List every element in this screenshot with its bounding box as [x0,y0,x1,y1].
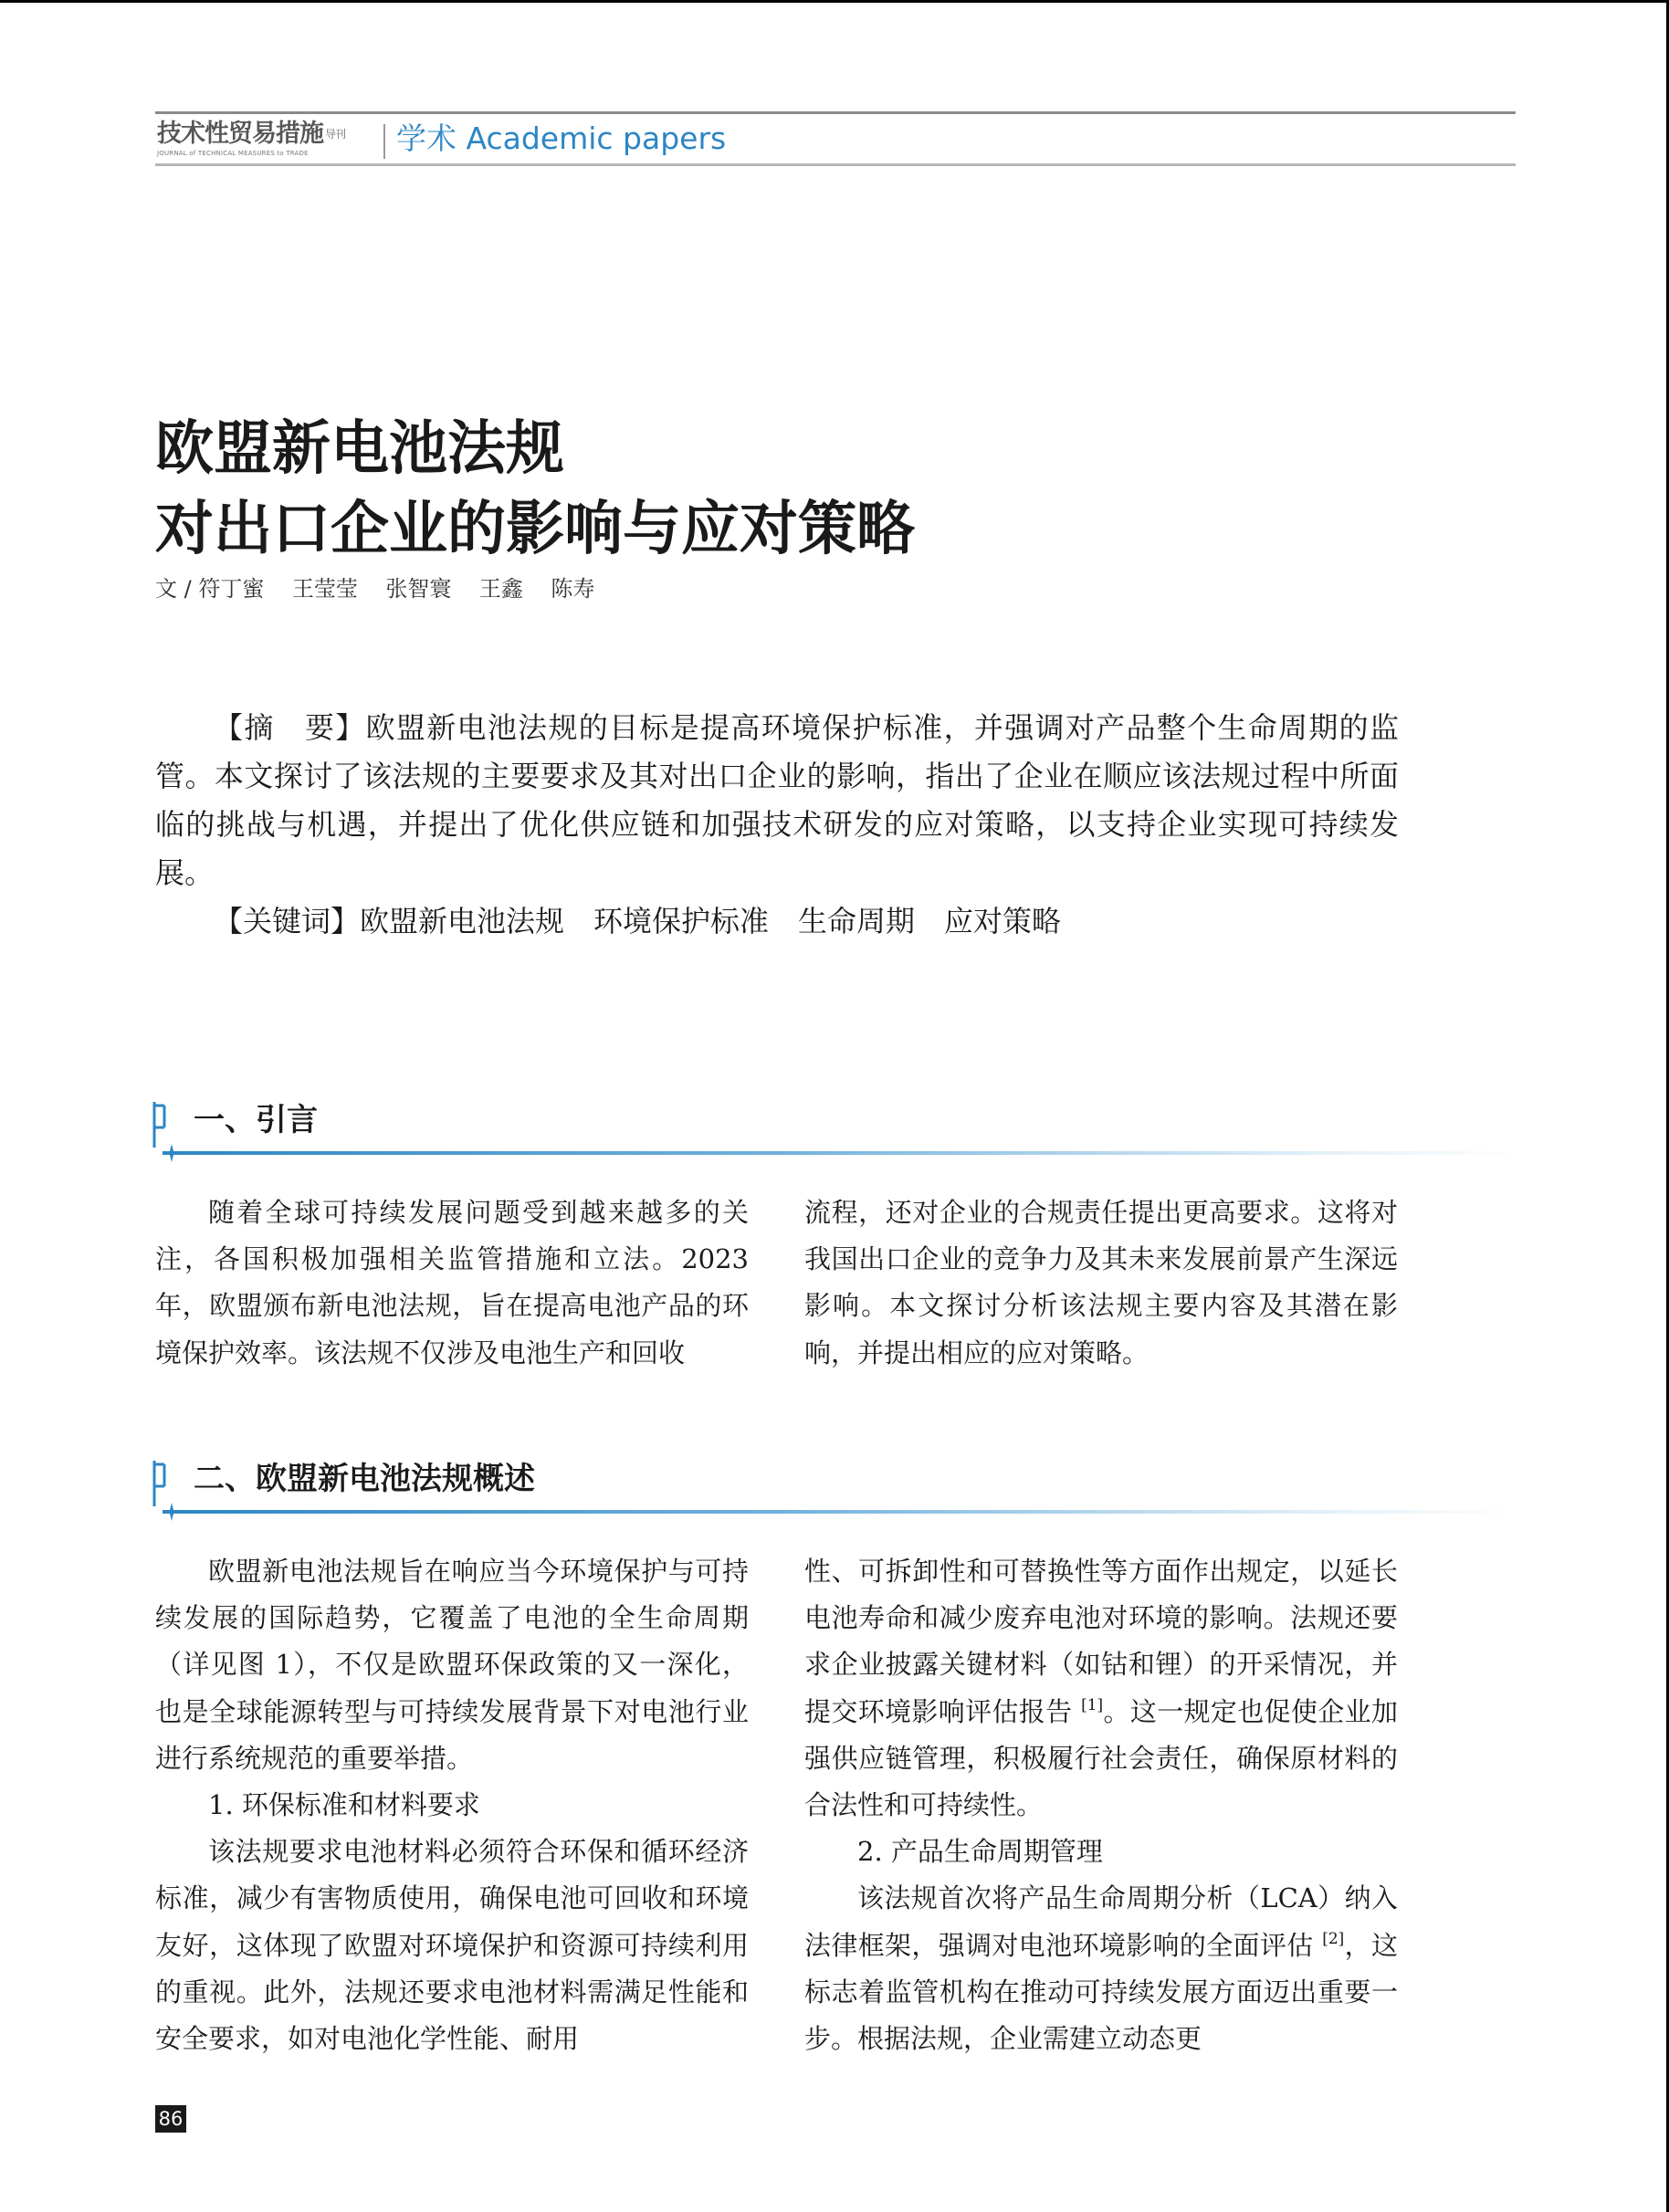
header-separator [383,124,385,159]
section-2-paragraph-1: 欧盟新电池法规旨在响应当今环境保护与可持续发展的国际趋势，它覆盖了电池的全生命周期（详见图 1），不仅是欧盟环保政策的又一深化，也是全球能源转型与可持续发展背景下对电池行业进行系统规范的重要举措。 [155,1556,749,1774]
authors-line: 文 / 符丁蜜 王莹莹 张智寰 王鑫 陈寿 [155,576,595,602]
section-heading-2 [150,1459,1519,1523]
section-label: 学术 Academic papers [396,121,727,156]
section-2-column-right [804,1548,1398,2062]
section-1-title: 一、引言 [194,1102,318,1138]
subsection-2-title: 2. 产品生命周期管理 [857,1836,1103,1868]
section-1-column-left [155,1190,749,1377]
section-1-paragraph-cont: 流程，还对企业的合规责任提出更高要求。这将对我国出口企业的竞争力及其未来发展前景产生深远影响。本文探讨分析该法规主要内容及其潜在影响，并提出相应的应对策略。 [804,1197,1398,1368]
title-line-2: 对出口企业的影响与应对策略 [155,496,915,563]
abstract-block [155,704,1399,946]
journal-logo [157,121,376,161]
paragraph-text: ，这标志着监管机构在推动可持续发展方面迈出重要一步。根据法规，企业需建立动态更 [804,1929,1398,2055]
section-2-paragraph-3 [804,1875,1398,2062]
citation-ref-2: [2] [1322,1929,1345,1948]
section-heading-1 [150,1100,1519,1164]
section-1-column-right [804,1190,1398,1377]
keywords-text: 【关键词】欧盟新电池法规 环境保护标准 生命周期 应对策略 [214,904,1062,938]
heading-bracket-icon [152,1100,170,1149]
section-2-column-left [155,1548,749,2062]
subsection-1-title: 1. 环保标准和材料要求 [208,1789,480,1821]
header-rule-bottom [155,163,1516,166]
heading-underline [163,1510,1519,1514]
journal-english-name: JOURNAL of TECHNICAL MEASURES to TRADE [157,150,309,157]
section-2-paragraph-2: 该法规要求电池材料必须符合环保和循环经济标准，减少有害物质使用，确保电池可回收和环境友好，这体现了欧盟对环境保护和资源可持续利用的重视。此外，法规还要求电池材料需满足性能和安全要求，如对电池化学性能、耐用 [155,1836,749,2055]
page-number: 86 [155,2105,186,2133]
paragraph-text: 性、可拆卸性和可替换性等方面作出规定，以延长电池寿命和减少废弃电池对环境的影响。法规还要求企业披露关键材料（如钴和锂）的开采情况，并提交环境影响评估报告 [804,1556,1398,1727]
journal-title-line [157,121,376,148]
heading-bracket-icon [152,1459,170,1508]
article-title [155,409,915,570]
journal-title: 技术性贸易措施 [157,120,323,148]
abstract-text: 【摘 要】欧盟新电池法规的目标是提高环境保护标准，并强调对产品整个生命周期的监管。本文探讨了该法规的主要要求及其对出口企业的影响，指出了企业在顺应该法规过程中所面临的挑战与机遇，并提出了优化供应链和加强技术研发的应对策略，以支持企业实现可持续发展。 [155,710,1399,890]
section-2-paragraph-2-cont [804,1548,1398,1829]
journal-suffix: 导刊 [325,128,346,141]
section-1-paragraph: 随着全球可持续发展问题受到越来越多的关注，各国积极加强相关监管措施和立法。2023年，欧盟颁布新电池法规，旨在提高电池产品的环境保护效率。该法规不仅涉及电池生产和回收 [155,1197,749,1368]
page-border-top [0,0,1669,3]
section-2-title: 二、欧盟新电池法规概述 [194,1461,535,1497]
paragraph-text: 该法规首次将产品生命周期分析（LCA）纳入法律框架，强调对电池环境影响的全面评估 [804,1882,1398,1961]
heading-underline [163,1151,1519,1155]
citation-ref-1: [1] [1081,1695,1104,1714]
header-rule-top [155,111,1516,114]
paragraph-text: 。这一规定也促使企业加强供应链管理，积极履行社会责任，确保原材料的合法性和可持续性。 [804,1695,1398,1821]
title-line-1: 欧盟新电池法规 [155,415,564,483]
